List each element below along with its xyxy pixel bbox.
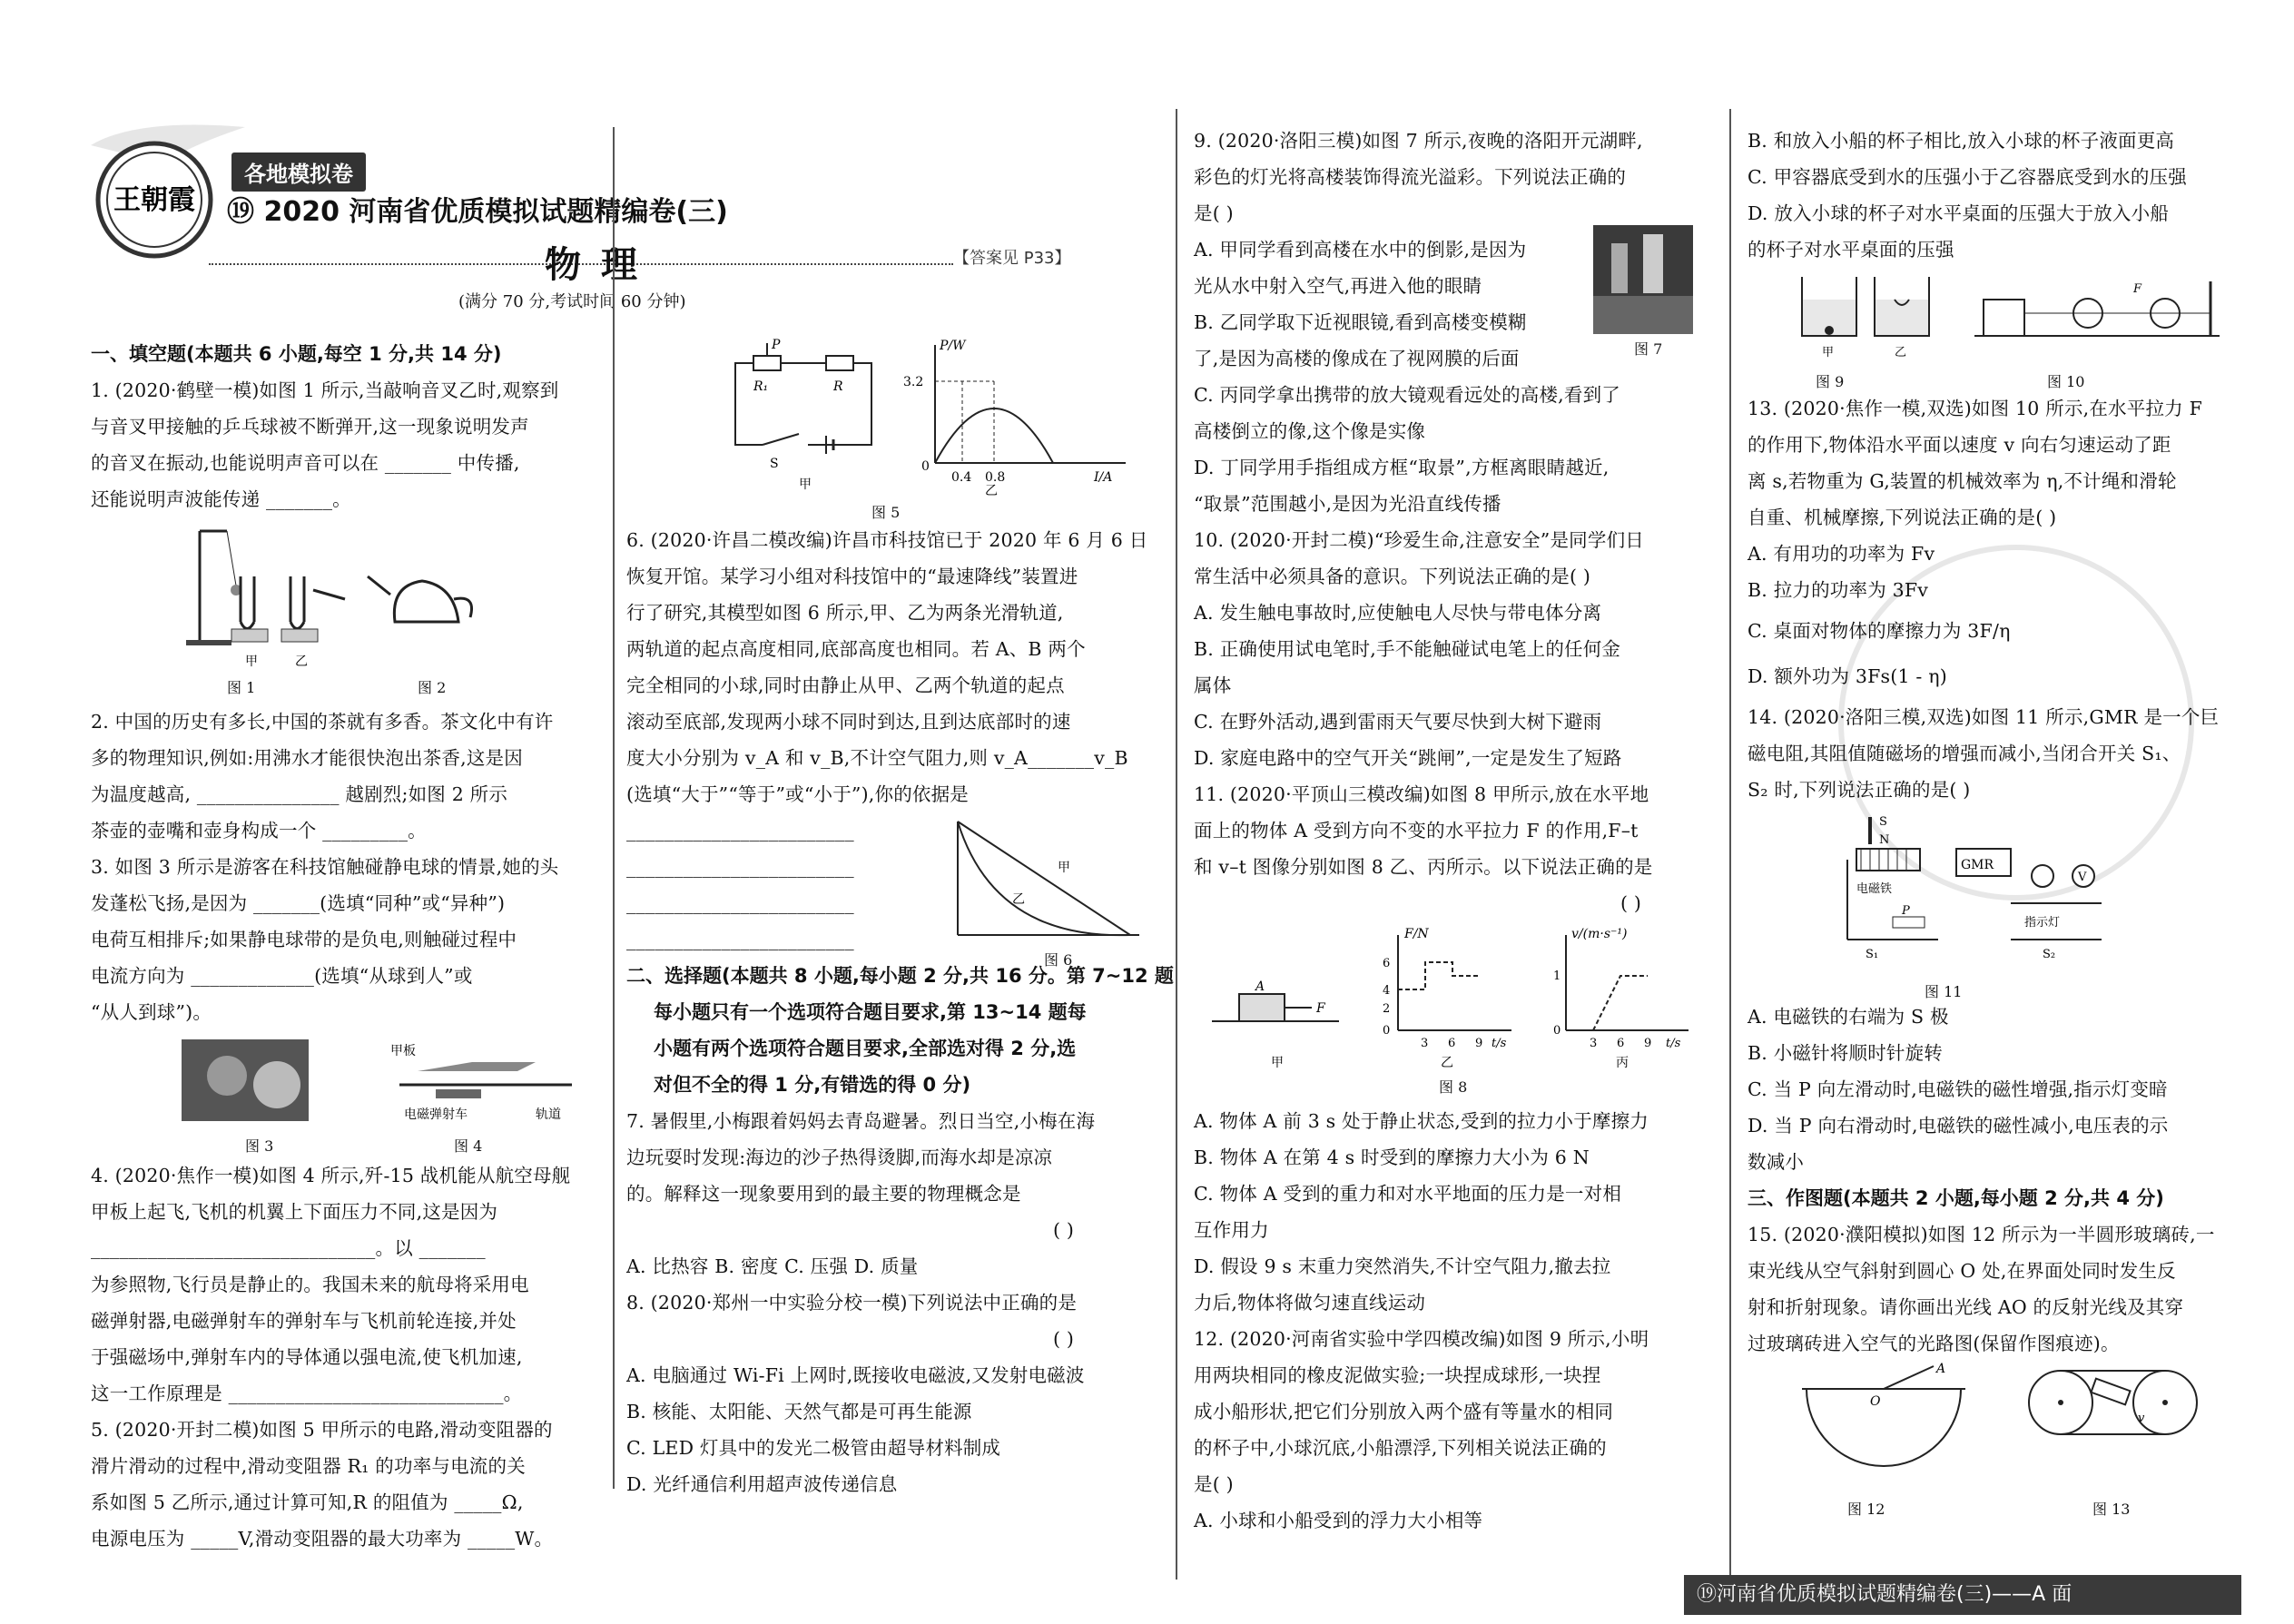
q12-line: 12. (2020·河南省实验中学四模改编)如图 9 所示,小明 xyxy=(1194,1328,1649,1350)
q3-line: 电荷互相排斥;如果静电球带的是负电,则触碰过程中 xyxy=(91,929,517,950)
fig5-ylabel: P/W xyxy=(940,339,966,353)
fig8-ytick: 0 xyxy=(1383,1024,1391,1038)
fig8-xlabel: t/s xyxy=(1666,1037,1681,1050)
q6-answer-blank: ________________________ xyxy=(626,929,854,950)
figure-1-tuning-fork xyxy=(182,522,472,672)
fig8-vtick: 1 xyxy=(1553,969,1561,983)
fig8-ylabel-v: v/(m·s⁻¹) xyxy=(1571,927,1628,941)
q14-option: A. 电磁铁的右端为 S 极 xyxy=(1748,1006,1949,1028)
figure-12-13 xyxy=(1784,1362,2210,1489)
fig6-label-jia: 甲 xyxy=(1058,861,1070,875)
column-divider xyxy=(613,127,615,1489)
q10-line: 10. (2020·开封二模)“珍爱生命,注意安全”是同学们日 xyxy=(1194,529,1644,551)
q13-option: C. 桌面对物体的摩擦力为 3F/η xyxy=(1748,620,2011,642)
q12-option: C. 甲容器底受到水的压强小于乙容器底受到水的压强 xyxy=(1748,166,2187,188)
q11-option: 互作用力 xyxy=(1194,1219,1269,1241)
q13-line: 自重、机械摩擦,下列说法正确的是( ) xyxy=(1748,507,2057,528)
q1-line: 1. (2020·鹤壁一模)如图 1 所示,当敲响音叉乙时,观察到 xyxy=(91,379,559,401)
fig8-label-jia: 甲 xyxy=(1271,1056,1284,1070)
section-2-title: 二、选择题(本题共 8 小题,每小题 2 分,共 16 分。第 7~12 题 xyxy=(626,965,1174,987)
q15-line: 束光线从空气斜射到圆心 O 处,在界面处同时发生反 xyxy=(1748,1260,2176,1282)
fig8-ytick: 6 xyxy=(1383,957,1391,970)
fig4-label-track: 轨道 xyxy=(536,1107,561,1122)
q13-option: A. 有用功的功率为 Fv xyxy=(1748,543,1935,565)
q14-line: 14. (2020·洛阳三模,双选)如图 11 所示,GMR 是一个巨 xyxy=(1748,706,2220,728)
exam-title: ⑲ 2020 河南省优质模拟试题精编卷(三) xyxy=(227,196,728,228)
q15-line: 过玻璃砖进入空气的光路图(保留作图痕迹)。 xyxy=(1748,1333,2120,1354)
figure-8 xyxy=(1203,921,1711,1076)
fig6-caption: 图 6 xyxy=(1044,951,1073,969)
q11-option: 力后,物体将做匀速直线运动 xyxy=(1194,1292,1426,1314)
fig10-caption: 图 10 xyxy=(2047,373,2085,390)
fig1-label-jia: 甲 xyxy=(245,655,258,669)
q7-line: 的。解释这一现象要用到的最主要的物理概念是 xyxy=(626,1183,1021,1205)
fig11-caption: 图 11 xyxy=(1925,983,1963,1000)
q2-line: 2. 中国的历史有多长,中国的茶就有多香。茶文化中有许 xyxy=(91,711,554,733)
q8-option: A. 电脑通过 Wi-Fi 上网时,既接收电磁波,又发射电磁波 xyxy=(626,1364,1085,1386)
q3-line: 电流方向为 _____________(选填“从球到人”或 xyxy=(91,965,473,987)
subject-title: 物理 xyxy=(545,244,657,286)
q4-line: 为参照物,飞行员是静止的。我国未来的航母将采用电 xyxy=(91,1274,529,1295)
fig8-label-yi: 乙 xyxy=(1441,1056,1453,1070)
q12-option: B. 和放入小船的杯子相比,放入小球的杯子液面更高 xyxy=(1748,130,2175,152)
q2-line: 为温度越高, _______________ 越剧烈;如图 2 所示 xyxy=(91,783,508,805)
q6-line: 6. (2020·许昌二模改编)许昌市科技馆已于 2020 年 6 月 6 日 xyxy=(626,529,1148,551)
fig8-xtick: 6 xyxy=(1448,1037,1456,1050)
series-label: 各地模拟卷 xyxy=(231,153,366,192)
q12-option: 的杯子对水平桌面的压强 xyxy=(1748,239,1954,261)
fig8-caption: 图 8 xyxy=(1439,1078,1468,1096)
q15-line: 射和折射现象。请你画出光线 AO 的反射光线及其穿 xyxy=(1748,1296,2184,1318)
fig4-caption: 图 4 xyxy=(454,1137,483,1155)
q8-option: D. 光纤通信利用超声波传递信息 xyxy=(626,1473,898,1495)
q10-option: C. 在野外活动,遇到雷雨天气要尽快到大树下避雨 xyxy=(1194,711,1602,733)
q9-line: 是( ) xyxy=(1194,202,1234,224)
fig8-xtick: 3 xyxy=(1590,1037,1598,1050)
fig11-label-p: P xyxy=(1902,904,1910,918)
column-divider xyxy=(1729,109,1731,1580)
q9-option: A. 甲同学看到高楼在水中的倒影,是因为 xyxy=(1194,239,1527,261)
fig3-caption: 图 3 xyxy=(245,1137,274,1155)
q6-answer-blank: ________________________ xyxy=(626,820,854,842)
q1-line: 还能说明声波能传递 _______。 xyxy=(91,488,351,510)
fig9-caption: 图 9 xyxy=(1816,373,1845,390)
q13-option: B. 拉力的功率为 3Fv xyxy=(1748,579,1929,601)
column-divider xyxy=(1176,109,1177,1580)
fig8-label-f: F xyxy=(1316,1001,1325,1016)
fig8-vtick: 0 xyxy=(1553,1024,1561,1038)
q11-option: D. 假设 9 s 末重力突然消失,不计空气阻力,撤去拉 xyxy=(1194,1255,1611,1277)
fig8-label-bing: 丙 xyxy=(1616,1056,1629,1070)
q7-answer-paren: ( ) xyxy=(1053,1219,1075,1241)
fig4-label-launcher: 电磁弹射车 xyxy=(404,1107,468,1122)
fig5-label-yi: 乙 xyxy=(985,484,998,498)
fig13-caption: 图 13 xyxy=(2092,1501,2131,1518)
fig12-caption: 图 12 xyxy=(1847,1501,1885,1518)
figure-11-circuit xyxy=(1820,812,2111,971)
fig11-label-s2: S₂ xyxy=(2043,948,2056,961)
section-2-title: 对但不全的得 1 分,有错选的得 0 分) xyxy=(654,1074,971,1096)
fig11-label-s: S xyxy=(1879,815,1887,829)
q6-line: 行了研究,其模型如图 6 所示,甲、乙为两条光滑轨道, xyxy=(626,602,1064,624)
q12-line: 是( ) xyxy=(1194,1473,1234,1495)
fig1-label-yi: 乙 xyxy=(295,655,308,669)
fig13-label-v: v xyxy=(2138,1412,2145,1425)
q9-option: 光从水中射入空气,再进入他的眼睛 xyxy=(1194,275,1482,297)
fig5-label-p: P xyxy=(772,338,781,352)
fig5-label-s: S xyxy=(770,457,779,471)
fig11-label-lamp: 指示灯 xyxy=(2024,916,2061,930)
q6-line: 度大小分别为 v_A 和 v_B,不计空气阻力,则 v_A_______v_B xyxy=(626,747,1128,769)
q11-line: 11. (2020·平顶山三模改编)如图 8 甲所示,放在水平地 xyxy=(1194,783,1649,805)
q9-option: C. 丙同学拿出携带的放大镜观看远处的高楼,看到了 xyxy=(1194,384,1621,406)
q6-line: 完全相同的小球,同时由静止从甲、乙两个轨道的起点 xyxy=(626,674,1065,696)
fig5-xlabel: I/A xyxy=(1094,470,1113,485)
q6-line: 两轨道的起点高度相同,底部高度也相同。若 A、B 两个 xyxy=(626,638,1086,660)
q10-option: D. 家庭电路中的空气开关“跳闸”,一定是发生了短路 xyxy=(1194,747,1622,769)
q9-option: 高楼倒立的像,这个像是实像 xyxy=(1194,420,1426,442)
fig5-ytick: 3.2 xyxy=(903,375,924,389)
q7-line: 7. 暑假里,小梅跟着妈妈去青岛避暑。烈日当空,小梅在海 xyxy=(626,1110,1096,1132)
q12-option: D. 放入小球的杯子对水平桌面的压强大于放入小船 xyxy=(1748,202,2170,224)
q4-line: 甲板上起飞,飞机的机翼上下面压力不同,这是因为 xyxy=(91,1201,498,1223)
fig5-label-jia: 甲 xyxy=(799,477,812,492)
q2-line: 茶壶的壶嘴和壶身构成一个 _________。 xyxy=(91,820,427,842)
q11-option: A. 物体 A 前 3 s 处于静止状态,受到的拉力小于摩擦力 xyxy=(1194,1110,1649,1132)
fig12-label-o: O xyxy=(1870,1394,1881,1409)
fig8-ytick: 4 xyxy=(1383,984,1391,998)
q12-line: 用两块相同的橡皮泥做实验;一块捏成球形,一块捏 xyxy=(1194,1364,1601,1386)
q14-option: D. 当 P 向右滑动时,电磁铁的磁性减小,电压表的示 xyxy=(1748,1115,2169,1137)
fig5-xtick: 0.4 xyxy=(951,470,972,485)
fig8-xtick: 6 xyxy=(1617,1037,1625,1050)
fig8-ylabel-f: F/N xyxy=(1404,927,1429,941)
fig5-label-r1: R₁ xyxy=(753,379,769,394)
fig7-caption: 图 7 xyxy=(1634,340,1663,358)
fig6-label-yi: 乙 xyxy=(1012,892,1025,907)
q4-line: 于强磁场中,弹射车内的导体通以强电流,使飞机加速, xyxy=(91,1346,523,1368)
q7-options: A. 比热容 B. 密度 C. 压强 D. 质量 xyxy=(626,1255,919,1277)
q13-line: 的作用下,物体沿水平面以速度 v 向右匀速运动了距 xyxy=(1748,434,2171,456)
q14-line: S₂ 时,下列说法正确的是( ) xyxy=(1748,779,1971,801)
q11-line: 和 v–t 图像分别如图 8 乙、丙所示。以下说法正确的是 xyxy=(1194,856,1653,878)
fig10-label-f: F xyxy=(2133,282,2142,296)
q13-line: 离 s,若物重为 G,装置的机械效率为 η,不计绳和滑轮 xyxy=(1748,470,2177,492)
q11-option: B. 物体 A 在第 4 s 时受到的摩擦力大小为 6 N xyxy=(1194,1147,1590,1168)
q12-line: 成小船形状,把它们分别放入两个盛有等量水的相同 xyxy=(1194,1401,1614,1422)
q8-answer-paren: ( ) xyxy=(1053,1328,1075,1350)
q10-option: 属体 xyxy=(1194,674,1232,696)
logo-text: 王朝霞 xyxy=(113,184,195,216)
q5-line: 5. (2020·开封二模)如图 5 甲所示的电路,滑动变阻器的 xyxy=(91,1419,553,1441)
q12-line: 的杯子中,小球沉底,小船漂浮,下列相关说法正确的 xyxy=(1194,1437,1607,1459)
fig11-label-s1: S₁ xyxy=(1866,948,1879,961)
fig2-caption: 图 2 xyxy=(418,679,447,696)
q5-line: 系如图 5 乙所示,通过计算可知,R 的阻值为 _____Ω, xyxy=(91,1491,524,1513)
fig8-xtick: 3 xyxy=(1421,1037,1429,1050)
q12-option: A. 小球和小船受到的浮力大小相等 xyxy=(1194,1510,1483,1531)
figure-9-10 xyxy=(1793,272,2229,368)
fig8-xlabel: t/s xyxy=(1492,1037,1507,1050)
q6-line: (选填“大于”“等于”或“小于”),你的依据是 xyxy=(626,783,969,805)
fig5-xtick: 0.8 xyxy=(985,470,1006,485)
q9-option: 了,是因为高楼的像成在了视网膜的后面 xyxy=(1194,348,1520,369)
q13-line: 13. (2020·焦作一模,双选)如图 10 所示,在水平拉力 F xyxy=(1748,398,2202,419)
q3-line: 3. 如图 3 所示是游客在科技馆触碰静电球的情景,她的头 xyxy=(91,856,559,878)
q9-option: “取景”范围越小,是因为光沿直线传播 xyxy=(1194,493,1501,515)
q1-line: 与音叉甲接触的乒乓球被不断弹开,这一现象说明发声 xyxy=(91,416,529,438)
section-3-title: 三、作图题(本题共 2 小题,每小题 2 分,共 4 分) xyxy=(1748,1187,2164,1209)
q1-line: 的音叉在振动,也能说明声音可以在 _______ 中传播, xyxy=(91,452,520,474)
q9-option: B. 乙同学取下近视眼镜,看到高楼变模糊 xyxy=(1194,311,1527,333)
section-1-title: 一、填空题(本题共 6 小题,每空 1 分,共 14 分) xyxy=(91,343,502,365)
q3-line: “从人到球”)。 xyxy=(91,1001,212,1023)
q4-line: 4. (2020·焦作一模)如图 4 所示,歼-15 战机能从航空母舰 xyxy=(91,1165,571,1186)
q9-option: D. 丁同学用手指组成方框“取景”,方框离眼睛越近, xyxy=(1194,457,1610,478)
q3-line: 发蓬松飞扬,是因为 _______(选填“同种”或“异种”) xyxy=(91,892,506,914)
q6-answer-blank: ________________________ xyxy=(626,892,854,914)
q10-option: B. 正确使用试电笔时,手不能触碰试电笔上的任何金 xyxy=(1194,638,1621,660)
q2-line: 多的物理知识,例如:用沸水才能很快泡出茶香,这是因 xyxy=(91,747,523,769)
q9-line: 9. (2020·洛阳三模)如图 7 所示,夜晚的洛阳开元湖畔, xyxy=(1194,130,1643,152)
answer-reference: 【答案见 P33】 xyxy=(953,249,1071,268)
fig5-zero: 0 xyxy=(921,459,930,474)
q14-option: B. 小磁针将顺时针旋转 xyxy=(1748,1042,1943,1064)
q6-line: 恢复开馆。某学习小组对科技馆中的“最速降线”装置进 xyxy=(626,566,1078,587)
fig1-caption: 图 1 xyxy=(227,679,256,696)
figure-6-tracks xyxy=(940,812,1148,949)
q6-line: 滚动至底部,发现两小球不同时到达,且到达底部时的速 xyxy=(626,711,1071,733)
q14-option: C. 当 P 向左滑动时,电磁铁的磁性增强,指示灯变暗 xyxy=(1748,1078,2168,1100)
q8-line: 8. (2020·郑州一中实验分校一模)下列说法中正确的是 xyxy=(626,1292,1078,1314)
q8-option: C. LED 灯具中的发光二极管由超导材料制成 xyxy=(626,1437,1001,1459)
figure-5-graph xyxy=(899,336,1153,499)
fig8-ytick: 2 xyxy=(1383,1002,1391,1016)
q9-line: 彩色的灯光将高楼装饰得流光溢彩。下列说法正确的 xyxy=(1194,166,1627,188)
q11-answer-paren: ( ) xyxy=(1620,892,1642,914)
page-footer: ⑲河南省优质模拟试题精编卷(三)——A 面 xyxy=(1684,1575,2241,1615)
fig12-label-a: A xyxy=(1936,1362,1946,1376)
fig5-caption: 图 5 xyxy=(871,504,901,521)
q5-line: 电源电压为 _____V,滑动变阻器的最大功率为 _____W。 xyxy=(91,1528,554,1550)
q11-option: C. 物体 A 受到的重力和对水平地面的压力是一对相 xyxy=(1194,1183,1622,1205)
fig8-xtick: 9 xyxy=(1475,1037,1483,1050)
q4-line: ______________________________。以 _______ xyxy=(91,1237,486,1259)
fig9-label-yi: 乙 xyxy=(1895,346,1907,359)
q14-line: 磁电阻,其阻值随磁场的增强而减小,当闭合开关 S₁、 xyxy=(1748,743,2181,764)
section-2-title: 小题有两个选项符合题目要求,全部选对得 2 分,选 xyxy=(654,1038,1077,1059)
fig4-label-deck: 甲板 xyxy=(390,1044,416,1058)
fig11-label-v: V xyxy=(2078,871,2087,884)
q4-line: 这一工作原理是 _____________________________。 xyxy=(91,1383,523,1404)
q4-line: 磁弹射器,电磁弹射车的弹射车与飞机前轮连接,并处 xyxy=(91,1310,517,1332)
figure-3-4 xyxy=(172,1035,608,1130)
exam-info: (满分 70 分,考试时间 60 分钟) xyxy=(458,292,686,311)
fig9-label-jia: 甲 xyxy=(1822,346,1835,359)
q8-option: B. 核能、太阳能、天然气都是可再生能源 xyxy=(626,1401,972,1422)
q10-line: 常生活中必须具备的意识。下列说法正确的是( ) xyxy=(1194,566,1591,587)
fig8-label-a: A xyxy=(1255,979,1265,994)
fig8-xtick: 9 xyxy=(1644,1037,1652,1050)
q13-option: D. 额外功为 3Fs(1 - η) xyxy=(1748,665,1947,687)
q7-line: 边玩耍时发现:海边的沙子热得烫脚,而海水却是凉凉 xyxy=(626,1147,1053,1168)
q14-option: 数减小 xyxy=(1748,1151,1805,1173)
fig11-label-gmr: GMR xyxy=(1961,858,1994,872)
q10-option: A. 发生触电事故时,应使触电人尽快与带电体分离 xyxy=(1194,602,1602,624)
fig5-label-r: R xyxy=(833,379,843,394)
fig11-label-n: N xyxy=(1879,833,1890,847)
section-2-title: 每小题只有一个选项符合题目要求,第 13~14 题每 xyxy=(654,1001,1087,1023)
figure-7-photo xyxy=(1593,225,1693,334)
q5-line: 滑片滑动的过程中,滑动变阻器 R₁ 的功率与电流的关 xyxy=(91,1455,526,1477)
q15-line: 15. (2020·濮阳模拟)如图 12 所示为一半圆形玻璃砖,一 xyxy=(1748,1224,2215,1245)
q6-answer-blank: ________________________ xyxy=(626,856,854,878)
q11-line: 面上的物体 A 受到方向不变的水平拉力 F 的作用,F–t xyxy=(1194,820,1639,842)
fig11-label-em: 电磁铁 xyxy=(1856,882,1893,896)
